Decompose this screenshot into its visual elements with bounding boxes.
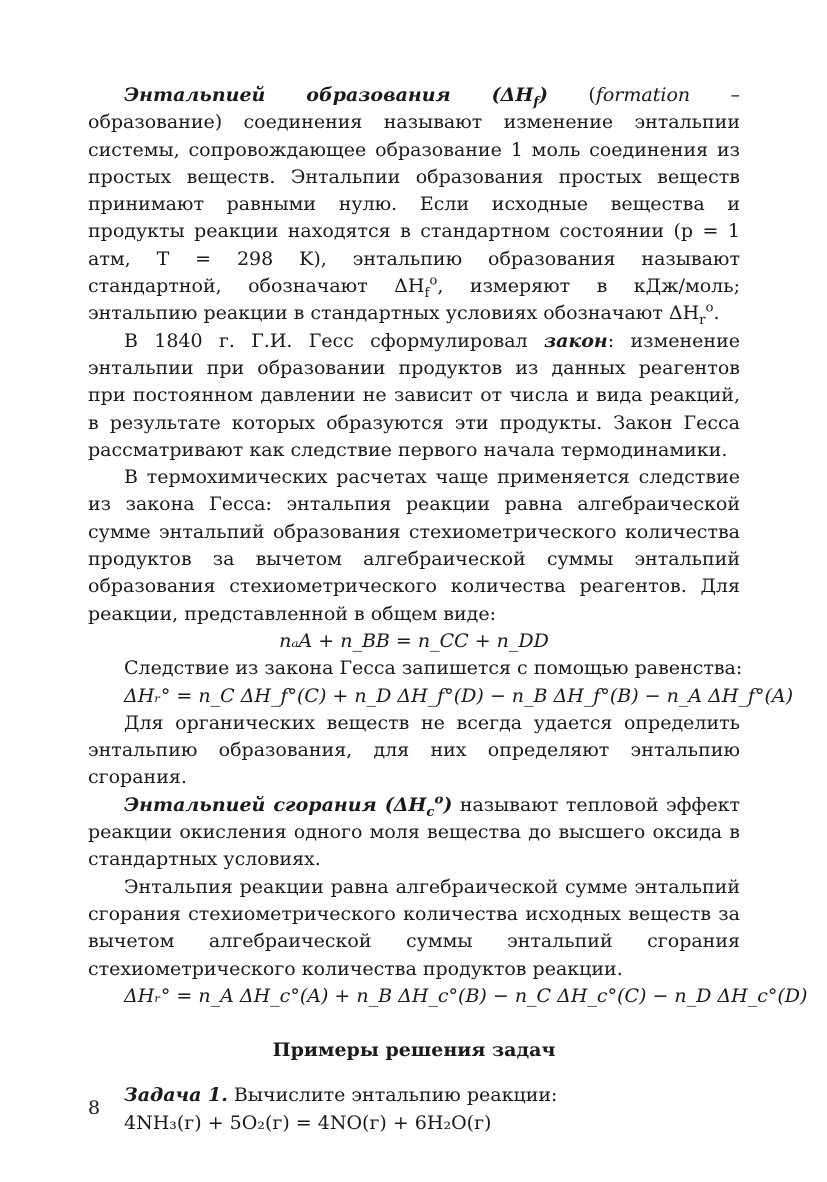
paragraph-organic-substances: Для органических веществ не всегда удается определить энтальпию образования, для них определяют энтальпию сгорания. (88, 711, 740, 789)
equation-formation-enthalpy: ΔHᵣ° = n_C ΔH_f°(C) + n_D ΔH_f°(D) − n_B ΔH_f°(B) − n_A ΔH_f°(A) (124, 684, 793, 707)
page-body (88, 82, 808, 1137)
paragraph-combustion-rule: Энтальпия реакции равна алгебраической сумме энтальпий сгорания стехиометрического количества исходных веществ за вычетом алгебраической суммы энтальпий сгорания стехиометрического количества продуктов реакции. (88, 875, 740, 980)
page-number: 8 (88, 1097, 101, 1119)
term-combustion-enthalpy: Энтальпией сгорания $(\Delta H_c^o)$ (124, 792, 453, 820)
paragraph-hess-corollary: В термохимических расчетах чаще применяется следствие из закона Гесса: энтальпия реакции равна алгебраической сумме энтальпий образования стехиометрического количества продуктов за вычетом алгебраической суммы энтальпий образования стехиометрического количества реагентов. Для реакции, представленной в общем виде: (88, 466, 740, 625)
task-1: Задача 1. Вычислите энтальпию реакции: (124, 1084, 558, 1107)
term-law: закон (543, 329, 608, 352)
paragraph-corollary-intro: Следствие из закона Гесса запишется с помощью равенства: (124, 657, 743, 680)
paragraph-formation-enthalpy: Энтальпией образования $(\Delta H_f)$ (formation – образование) соединения называют изменение энтальпии системы, сопровождающее образование 1 моль соединения из простых веществ. Энтальпии образования простых веществ принимают равными нулю. Если исходные вещества и продукты реакции находятся в стандартном состоянии (p = 1 атм, T = 298 K), энтальпию образования называют стандартной, обозначают $\Delta H_f^o$, измеряют в кДж/моль; энтальпию реакции в стандартных условиях обозначают $\Delta H_r^o$. (88, 84, 740, 329)
term-formation-enthalpy: Энтальпией образования $(\Delta H_f)$ (124, 84, 549, 110)
paragraph-combustion-enthalpy: Энтальпией сгорания $(\Delta H_c^o)$ называют тепловой эффект реакции окисления одного моля вещества до высшего оксида в стандартных условиях. (88, 792, 740, 871)
section-heading: Примеры решения задач (272, 1039, 556, 1062)
equation-general-reaction: nₐA + n_BB = n_CC + n_DD (279, 629, 549, 652)
task-1-label: Задача 1. (124, 1084, 228, 1107)
equation-combustion-enthalpy: ΔHᵣ° = n_A ΔH_c°(A) + n_B ΔH_c°(B) − n_C ΔH_c°(C) − n_D ΔH_c°(D) (124, 984, 808, 1007)
paragraph-hess-law: В 1840 г. Г.И. Гесс сформулировал закон: изменение энтальпии при образовании продуктов из данных реагентов при постоянном давлении не зависит от числа и вида реакций, в результате которых образуются эти продукты. Закон Гесса рассматривают как следствие первого начала термодинамики. (88, 329, 740, 461)
task-1-equation: 4NH₃(г) + 5O₂(г) = 4NO(г) + 6H₂O(г) (124, 1111, 492, 1134)
